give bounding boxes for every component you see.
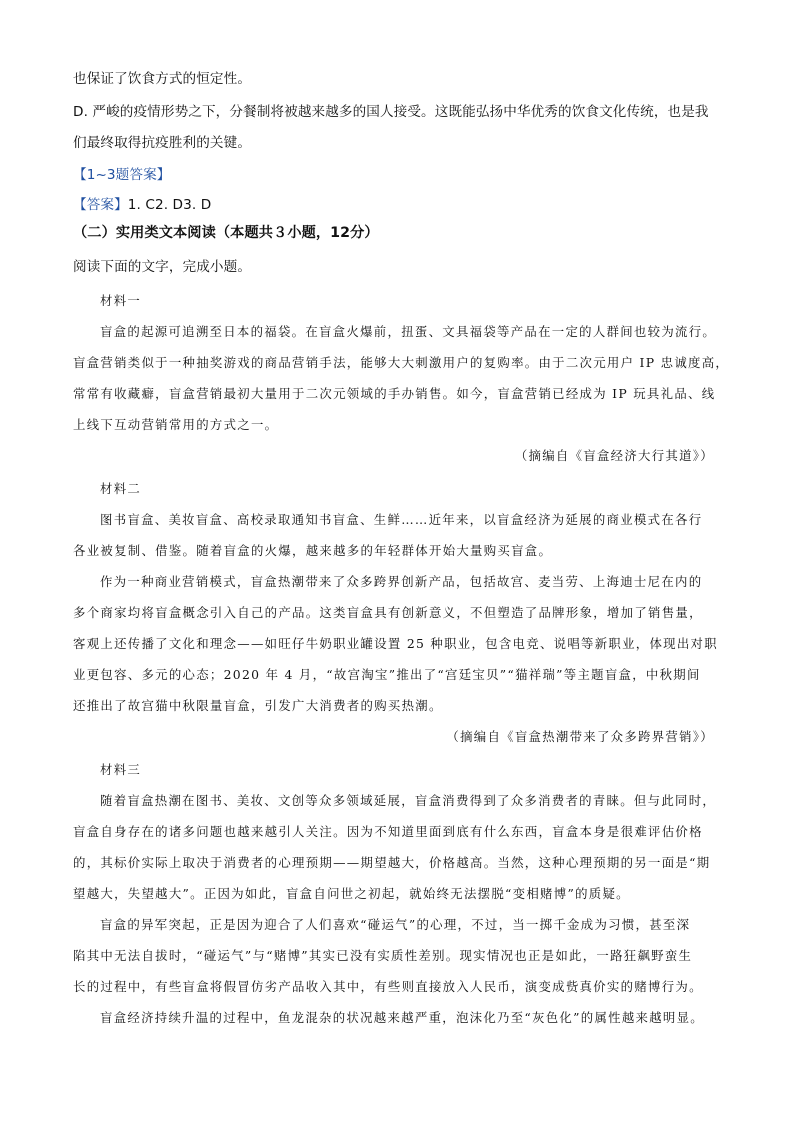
material-text-line: 常常有收藏癖，盲盒营销最初大量用于二次元领域的手办销售。如今，盲盒营销已经成为 IP 玩具礼品、线 bbox=[73, 386, 716, 401]
text-line: 也保证了饮食方式的恒定性。 bbox=[73, 71, 252, 87]
material-text-line: 随着盲盒热潮在图书、美妆、文创等众多领域延展，盲盒消费得到了众多消费者的青睐。但与此同时， bbox=[100, 793, 717, 808]
material-text-line: 盲盒经济持续升温的过程中，鱼龙混杂的状况越来越严重，泡沫化乃至“灰色化”的属性越来越明显。 bbox=[100, 1010, 704, 1025]
material-text-line: 盲盒的起源可追溯至日本的福袋。在盲盒火爆前，扭蛋、文具福袋等产品在一定的人群间也较为流行。 bbox=[100, 324, 717, 339]
answer-label: 【答案】 bbox=[73, 197, 128, 213]
material-text-line: 盲盒自身存在的诸多问题也越来越引人关注。因为不知道里面到底有什么东西，盲盒本身是很难评估价格 bbox=[73, 824, 703, 839]
option-d-line: 们最终取得抗疫胜利的关键。 bbox=[73, 135, 252, 151]
material-text-line: 盲盒营销类似于一种抽奖游戏的商品营销手法，能够大大刺激用户的复购率。由于二次元用户 IP 忠诚度高， bbox=[73, 355, 730, 370]
material-source: （摘编自《盲盒热潮带来了众多跨界营销》） bbox=[446, 729, 714, 744]
material-label: 材料二 bbox=[100, 481, 142, 496]
material-label: 材料一 bbox=[100, 293, 142, 308]
material-text-line: 陷其中无法自拔时，“碰运气”与“赌博”其实已没有实质性差别。现实情况也正是如此，一路狂飙野蛮生 bbox=[73, 948, 693, 963]
material-source: （摘编自《盲盒经济大行其道》） bbox=[514, 448, 714, 463]
material-text-line: 作为一种商业营销模式，盲盒热潮带来了众多跨界创新产品，包括故宫、麦当劳、上海迪士尼在内的 bbox=[100, 574, 703, 589]
material-text-line: 还推出了故宫猫中秋限量盲盒，引发广大消费者的购买热潮。 bbox=[73, 698, 443, 713]
material-text-line: 长的过程中，有些盲盒将假冒仿劣产品收入其中，有些则直接放入人民币，演变成赀真价实的赌博行为。 bbox=[73, 979, 703, 994]
answer-text: 1. C2. D3. D bbox=[127, 197, 212, 213]
material-label: 材料三 bbox=[100, 762, 142, 777]
material-text-line: 各业被复制、借鉴。随着盲盒的火爆，越来越多的年轻群体开始大量购买盲盒。 bbox=[73, 543, 553, 558]
section-instruction: 阅读下面的文字，完成小题。 bbox=[73, 259, 252, 275]
material-text-line: 业更包容、多元的心态；2020 年 4 月，“故宫淘宝”推出了“宫廷宝贝”“猫祥瑞”等主题盲盒，中秋期间 bbox=[73, 667, 701, 682]
material-text-line: 的，其标价实际上取决于消费者的心理预期——期望越大，价格越高。当然，这种心理预期的另一面是“期 bbox=[73, 855, 711, 870]
material-text-line: 客观上还传播了文化和理念——如旺仔牛奶职业罐设置 25 种职业，包含电竞、说唱等新职业，体现出对职 bbox=[73, 636, 718, 651]
material-text-line: 上线下互动营销常用的方式之一。 bbox=[73, 417, 279, 432]
material-text-line: 图书盲盒、美妆盲盒、高校录取通知书盲盒、生鲜……近年来，以盲盒经济为延展的商业模式在各行 bbox=[100, 512, 703, 527]
option-d-line: D. 严峻的疫情形势之下，分餐制将被越来越多的国人接受。这既能弘扬中华优秀的饮食文化传统，也是我 bbox=[73, 104, 709, 120]
answer-line bbox=[73, 193, 211, 213]
section-title: （二）实用类文本阅读（本题共３小题，12分） bbox=[73, 225, 379, 241]
material-text-line: 望越大，失望越大”。正因为如此，盲盒自问世之初起，就始终无法摆脱“变相赌博”的质疑。 bbox=[73, 886, 630, 901]
answer-heading: 【1~3题答案】 bbox=[73, 167, 171, 183]
material-text-line: 多个商家均将盲盒概念引入自己的产品。这类盲盒具有创新意义，不但塑造了品牌形象，增加了销售量， bbox=[73, 605, 703, 620]
material-text-line: 盲盒的异军突起，正是因为迎合了人们喜欢“碰运气”的心理，不过，当一掷千金成为习惯，甚至深 bbox=[100, 917, 691, 932]
